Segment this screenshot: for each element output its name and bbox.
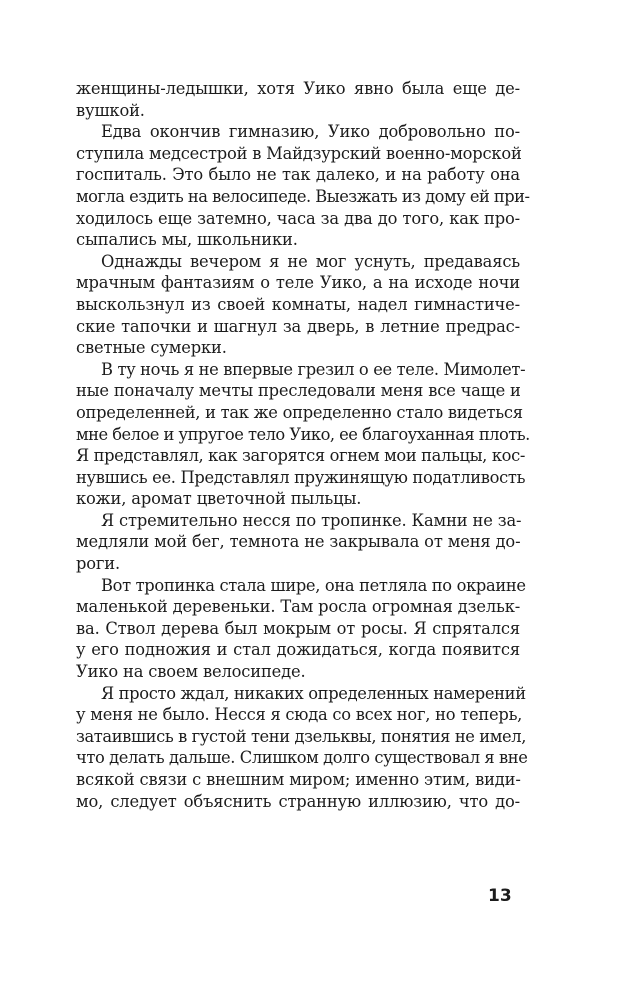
text-line: у меня не было. Несся я сюда со всех ног, но теперь,: [76, 705, 523, 725]
text-line: Однажды вечером я не мог уснуть, предаваясь: [101, 251, 520, 271]
text-line: ходилось еще затемно, часа за два до того, как про-: [76, 208, 520, 228]
text-line: роги.: [76, 554, 121, 574]
text-line: В ту ночь я не впервые грезил о ее теле. Мимолет-: [101, 359, 526, 379]
text-line: кожи, аромат цветочной пыльцы.: [76, 489, 362, 509]
text-line: определенней, и так же определенно стало видеться: [76, 402, 523, 422]
text-line: затаившись в густой тени дзельквы, понятия не имел,: [76, 726, 526, 746]
text-line: Я представлял, как загорятся огнем мои пальцы, кос-: [76, 446, 525, 466]
text-line: Я просто ждал, никаких определенных намерений: [101, 683, 526, 703]
text-line: что делать дальше. Слишком долго существовал я вне: [76, 748, 528, 768]
text-line: ва. Ствол дерева был мокрым от росы. Я спрятался: [76, 618, 520, 638]
page-number: 13: [488, 886, 512, 906]
text-line: сыпались мы, школьники.: [76, 230, 298, 250]
text-line: могла ездить на велосипеде. Выезжать из дому ей при-: [76, 186, 530, 206]
text-line: мо, следует объяснить странную иллюзию, что до-: [76, 791, 520, 811]
text-line: мрачным фантазиям о теле Уико, а на исходе ночи: [76, 273, 520, 293]
text-line: выскользнул из своей комнаты, надел гимнастиче-: [76, 294, 520, 314]
text-line: вушкой.: [76, 100, 145, 120]
text-line: медляли мой бег, темнота не закрывала от меня до-: [76, 532, 521, 552]
text-line: ступила медсестрой в Майдзурский военно-морской: [76, 143, 522, 163]
text-line: мне белое и упругое тело Уико, ее благоуханная плоть.: [76, 424, 530, 444]
text-line: Я стремительно несся по тропинке. Камни не за-: [101, 510, 522, 530]
text-line: нувшись ее. Представлял пружинящую податливость: [76, 467, 526, 487]
text-line: госпиталь. Это было не так далеко, и на работу она: [76, 165, 520, 185]
text-line: Вот тропинка стала шире, она петляла по окраине: [101, 575, 526, 595]
text-line: ские тапочки и шагнул за дверь, в летние предрас-: [76, 316, 520, 336]
text-line: женщины-ледышки, хотя Уико явно была еще де-: [76, 79, 520, 98]
text-line: светные сумерки.: [76, 338, 227, 358]
text-line: Едва окончив гимназию, Уико добровольно по-: [101, 122, 520, 142]
text-column: [76, 78, 530, 812]
text-line: ные поначалу мечты преследовали меня все чаще и: [76, 381, 521, 401]
text-line: всякой связи с внешним миром; именно этим, види-: [76, 770, 521, 789]
text-line: Уико на своем велосипеде.: [76, 662, 306, 682]
text-line: маленькой деревеньки. Там росла огромная дзельк-: [76, 597, 521, 617]
text-line: у его подножия и стал дожидаться, когда появится: [76, 640, 520, 660]
